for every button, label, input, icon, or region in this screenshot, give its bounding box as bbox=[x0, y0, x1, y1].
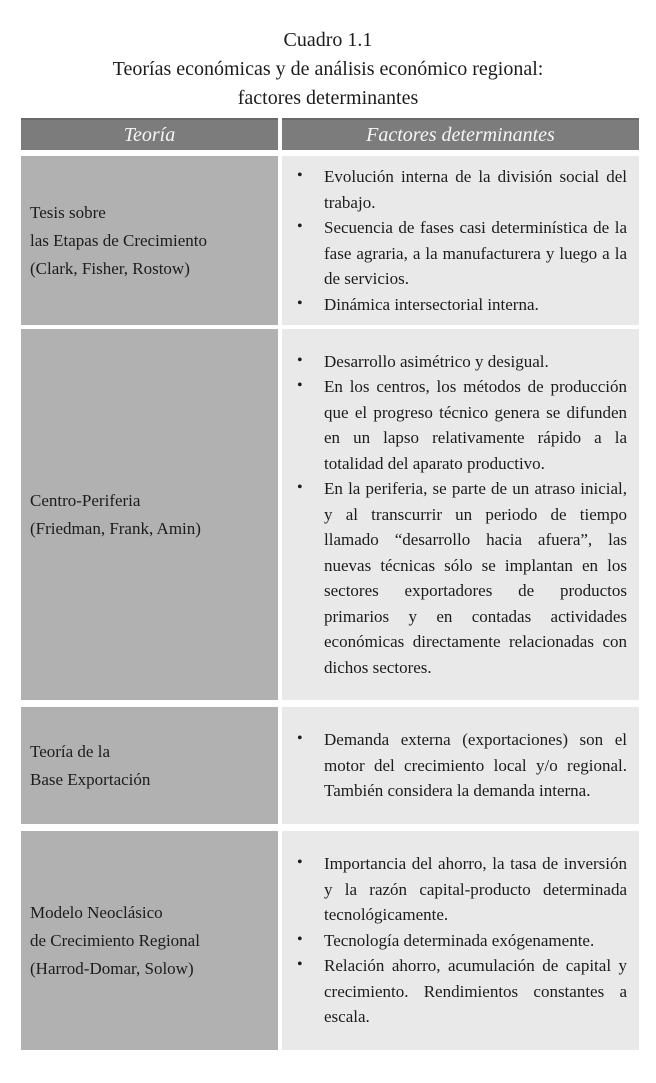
theory-text bbox=[30, 899, 200, 983]
bullet-icon: • bbox=[297, 294, 303, 312]
factor-text: Secuencia de fases casi determinística de la fase agraria, a la manufacturera y luego a la de servicios. bbox=[324, 218, 627, 288]
theory-name-line: (Harrod-Domar, Solow) bbox=[30, 958, 194, 978]
table-body bbox=[21, 156, 639, 1050]
factor-text: Evolución interna de la división social del trabajo. bbox=[324, 167, 627, 212]
table-row bbox=[21, 707, 639, 824]
factor-text: Desarrollo asimétrico y desigual. bbox=[324, 351, 549, 371]
document-title bbox=[0, 26, 656, 113]
theory-cell bbox=[21, 707, 278, 824]
factor-text: Tecnología determinada exógenamente. bbox=[324, 930, 595, 950]
factor-item bbox=[282, 928, 627, 954]
theory-name-line: Modelo Neoclásico bbox=[30, 902, 163, 922]
bullet-icon: • bbox=[297, 730, 303, 748]
bullet-icon: • bbox=[297, 479, 303, 497]
theory-name-line: Centro-Periferia bbox=[30, 490, 141, 510]
factors-list bbox=[282, 349, 627, 681]
factor-item bbox=[282, 215, 627, 292]
factor-item bbox=[282, 374, 627, 476]
title-subtitle: Teorías económicas y de análisis económico regional: bbox=[112, 58, 544, 80]
factor-item bbox=[282, 164, 627, 215]
theory-text bbox=[30, 738, 150, 794]
factors-list bbox=[282, 851, 627, 1030]
bullet-icon: • bbox=[297, 956, 303, 974]
factor-text: Dinámica intersectorial interna. bbox=[324, 294, 539, 314]
theory-name-line: las Etapas de Crecimiento bbox=[30, 230, 208, 250]
table-row bbox=[21, 831, 639, 1050]
factors-list bbox=[282, 727, 627, 804]
table-header-row bbox=[21, 118, 639, 150]
theory-name-line: Teoría de la bbox=[30, 741, 110, 761]
theory-name-line: (Clark, Fisher, Rostow) bbox=[30, 258, 190, 278]
factor-item bbox=[282, 727, 627, 804]
factor-item bbox=[282, 953, 627, 1030]
theory-cell bbox=[21, 831, 278, 1050]
title-subtitle2: factores determinantes bbox=[237, 87, 419, 109]
factor-item bbox=[282, 476, 627, 680]
theory-cell bbox=[21, 156, 278, 325]
theory-text bbox=[30, 487, 201, 543]
title-caption: Cuadro 1.1 bbox=[283, 29, 373, 51]
factors-cell bbox=[282, 329, 639, 700]
factors-cell bbox=[282, 831, 639, 1050]
factors-cell bbox=[282, 707, 639, 824]
theory-cell bbox=[21, 329, 278, 700]
theory-name-line: Tesis sobre bbox=[30, 202, 106, 222]
theory-name-line: de Crecimiento Regional bbox=[30, 930, 200, 950]
theory-text bbox=[30, 199, 207, 283]
bullet-icon: • bbox=[297, 167, 303, 184]
theory-name-line: (Friedman, Frank, Amin) bbox=[30, 518, 201, 538]
factor-text: Demanda externa (exportaciones) son el motor del crecimiento local y/o regional. También considera la demanda interna. bbox=[324, 730, 627, 801]
factors-cell bbox=[282, 156, 639, 325]
factor-text: En los centros, los métodos de producción que el progreso técnico genera se difunden en un lapso relativamente rápido a la totalidad del aparato productivo. bbox=[324, 377, 627, 473]
factor-text: En la periferia, se parte de un atraso inicial, y al transcurrir un periodo de tiempo llamado “desarrollo hacia afuera”, las nuevas técnicas sólo se implantan en los sectores exportadores de productos primarios y en contadas actividades económicas directamente relacionadas con dichos sectores. bbox=[324, 479, 627, 677]
factor-item bbox=[282, 349, 627, 375]
table-row bbox=[21, 156, 639, 325]
header-cell-factores: Factores determinantes bbox=[282, 118, 639, 150]
theory-name-line: Base Exportación bbox=[30, 769, 151, 789]
factor-item bbox=[282, 851, 627, 928]
factor-text: Relación ahorro, acumulación de capital y crecimiento. Rendimientos constantes a escala. bbox=[324, 956, 627, 1027]
table-row bbox=[21, 329, 639, 700]
bullet-icon: • bbox=[297, 377, 303, 395]
factor-item bbox=[282, 292, 627, 318]
bullet-icon: • bbox=[297, 854, 303, 872]
factors-list bbox=[282, 164, 627, 317]
factor-text: Importancia del ahorro, la tasa de inversión y la razón capital-producto determinada tecnológicamente. bbox=[324, 854, 627, 925]
bullet-icon: • bbox=[297, 351, 303, 369]
bullet-icon: • bbox=[297, 218, 303, 235]
header-cell-teoria: Teoría bbox=[21, 118, 278, 150]
bullet-icon: • bbox=[297, 930, 303, 948]
theories-table bbox=[21, 118, 639, 1050]
